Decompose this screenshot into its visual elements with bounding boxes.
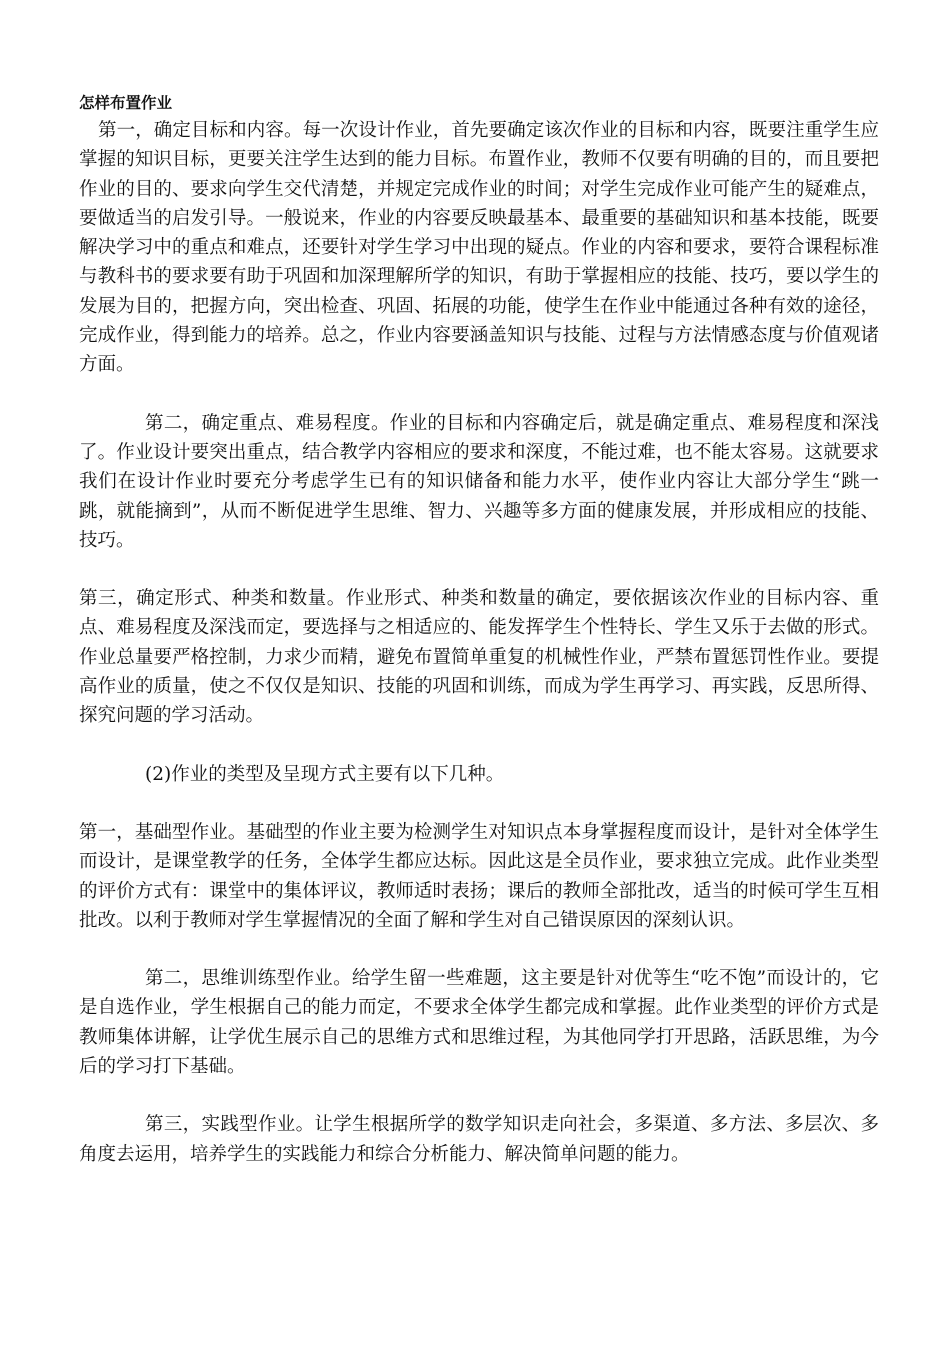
paragraph-thinking-homework: 第二，思维训练型作业。给学生留一些难题，这主要是针对优等生“吃不饱”而设计的，它是自选作业，学生根据自己的能力而定，不要求全体学生都完成和掌握。此作业类型的评价方式是教师集体讲解，让学优生展示自己的思维方式和思维过程，为其他同学打开思路，活跃思维，为今后的学习打下基础。 [79,968,879,1078]
paragraph-focus-difficulty: 第二，确定重点、难易程度。作业的目标和内容确定后，就是确定重点、难易程度和深浅了。作业设计要突出重点，结合教学内容相应的要求和深度，不能过难，也不能太容易。这就要求我们在设计作业时要充分考虑学生已有的知识储备和能力水平，使作业内容让大部分学生“跳一跳，就能摘到”，从而不断促进学生思维、智力、兴趣等多方面的健康发展，并形成相应的技能、技巧。 [79,412,879,551]
paragraph-basic-homework: 第一，基础型作业。基础型的作业主要为检测学生对知识点本身掌握程度而设计，是针对全体学生而设计，是课堂教学的任务，全体学生都应达标。因此这是全员作业，要求独立完成。此作业类型的评价方式有：课堂中的集体评议，教师适时表扬；课后的教师全部批改，适当的时候可学生互相批改。以利于教师对学生掌握情况的全面了解和学生对自己错误原因的深刻认识。 [79,821,879,931]
document-page [79,90,879,1169]
paragraph-practice-homework: 第三，实践型作业。让学生根据所学的数学知识走向社会，多渠道、多方法、多层次、多角度去运用，培养学生的实践能力和综合分析能力、解决简单问题的能力。 [79,1114,879,1165]
paragraph-goals-content: 第一，确定目标和内容。每一次设计作业，首先要确定该次作业的目标和内容，既要注重学生应掌握的知识目标，更要关注学生达到的能力目标。布置作业，教师不仅要有明确的目的，而且要把作业的目的、要求向学生交代清楚，并规定完成作业的时间；对学生完成作业可能产生的疑难点，要做适当的启发引导。一般说来，作业的内容要反映最基本、最重要的基础知识和基本技能，既要解决学习中的重点和难点，还要针对学生学习中出现的疑点。作业的内容和要求，要符合课程标准与教科书的要求要有助于巩固和加深理解所学的知识，有助于掌握相应的技能、技巧，要以学生的发展为目的，把握方向，突出检查、巩固、拓展的功能，使学生在作业中能通过各种有效的途径，完成作业，得到能力的培养。总之，作业内容要涵盖知识与技能、过程与方法情感态度与价值观诸方面。 [79,120,879,376]
document-title: 怎样布置作业 [79,94,173,112]
paragraph-homework-types-heading: (2)作业的类型及呈现方式主要有以下几种。 [145,763,505,785]
paragraph-form-quantity: 第三，确定形式、种类和数量。作业形式、种类和数量的确定，要依据该次作业的目标内容、重点、难易程度及深浅而定，要选择与之相适应的、能发挥学生个性特长、学生又乐于去做的形式。作业总量要严格控制，力求少而精，避免布置简单重复的机械性作业，严禁布置惩罚性作业。要提高作业的质量，使之不仅仅是知识、技能的巩固和训练，而成为学生再学习、再实践，反思所得、探究问题的学习活动。 [79,588,879,727]
